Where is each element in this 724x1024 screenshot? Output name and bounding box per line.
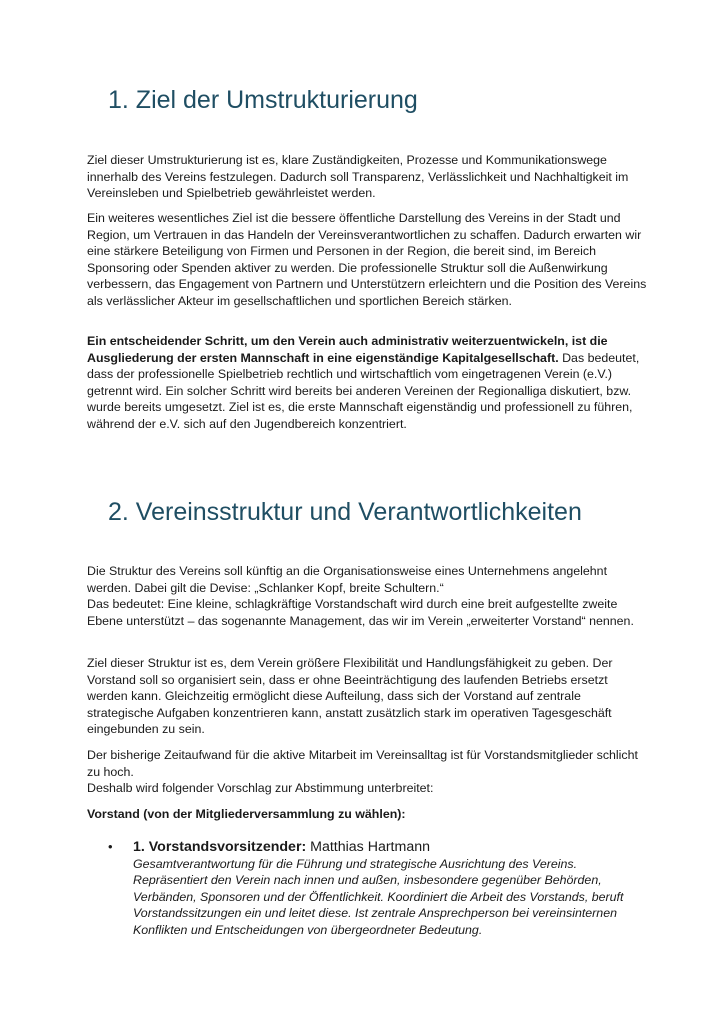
section-2-paragraph-2: Ziel dieser Struktur ist es, dem Verein größere Flexibilität und Handlungsfähigkeit zu geben. Der Vorstand soll so organisiert sein, dass er ohne Beeinträchtigung des laufenden Betriebs ersetzt werden kann. Gleichzeitig ermöglicht diese Aufteilung, dass sich der Vorstand auf zentrale strategische Aufgaben konzentrieren kann, anstatt zusätzlich stark im operativen Tagesgeschäft eingebunden zu sein. xyxy=(87,656,613,737)
board-list-item-body xyxy=(133,839,653,938)
board-label: Vorstand (von der Mitgliederversammlung zu wählen): xyxy=(87,807,406,821)
section-2-paragraph-3-line-2: Deshalb wird folgender Vorschlag zur Abstimmung unterbreitet: xyxy=(87,781,434,796)
board-member-header xyxy=(133,839,653,856)
section-1-paragraph-3-emphasis: Ein entscheidender Schritt, um den Verein auch administrativ weiterzuentwickeln, ist die Ausgliederung der ersten Mannschaft in eine eigenständige Kapitalgesellschaft. xyxy=(87,334,608,365)
section-1-paragraph-2: Ein weiteres wesentliches Ziel ist die bessere öffentliche Darstellung des Vereins in der Stadt und Region, um Vertrauen in das Handeln der Vereinsverantwortlichen zu schaffen. Dadurch erwarten wir eine stärkere Beteiligung von Firmen und Personen in der Region, die bereit sind, im Bereich Sponsoring oder Spenden aktiver zu werden. Die professionelle Struktur soll die Außenwirkung verbessern, das Engagement von Partnern und Unterstützern erleichtern und die Position des Vereins als verlässlicher Akteur im gesellschaftlichen und sportlichen Bereich stärken. xyxy=(87,211,647,308)
section-2-paragraph-1-line-1: Die Struktur des Vereins soll künftig an die Organisationsweise eines Unternehmens angelehnt werden. Dabei gilt die Devise: „Schlanker Kopf, breite Schultern.“ xyxy=(87,564,608,595)
section-2-paragraph-3-line-1: Der bisherige Zeitaufwand für die aktive Mitarbeit im Vereinsalltag ist für Vorstandsmitglieder schlicht zu hoch. xyxy=(87,748,638,779)
section-1-paragraph-3 xyxy=(87,333,647,433)
section-1-paragraph-3-text: Das bedeutet, dass der professionelle Spielbetrieb rechtlich und wirtschaftlich vom eingetragenen Verein (e.V.) getrennt wird. Ein solcher Schritt wird bereits bei anderen Vereinen der Regionalliga diskutiert, bzw. wurde bereits umgesetzt. Ziel ist es, die erste Mannschaft eigenständig und professionell zu führen, während der e.V. sich auf den Jugendbereich konzentriert. xyxy=(87,350,640,431)
board-role-description: Gesamtverantwortung für die Führung und strategische Ausrichtung des Vereins. Repräsentiert den Verein nach innen und außen, insbesondere gegenüber Behörden, Verbänden, Sponsoren und der Öffentlichkeit. Koordiniert die Arbeit des Vorstands, beruft Vorstandssitzungen ein und leitet diese. Ist zentrale Ansprechperson bei vereinsinternen Konflikten und Entscheidungen von übergeordneter Bedeutung. xyxy=(133,857,624,937)
board-member-name: Matthias Hartmann xyxy=(310,839,430,855)
section-2-paragraph-1 xyxy=(87,563,647,629)
bullet-icon: • xyxy=(108,839,113,854)
section-1-paragraph-1: Ziel dieser Umstrukturierung ist es, klare Zuständigkeiten, Prozesse und Kommunikationswege innerhalb des Vereins festzulegen. Dadurch soll Transparenz, Verlässlichkeit und Nachhaltigkeit im Vereinsleben und Spielbetrieb gewährleistet werden. xyxy=(87,153,629,201)
board-role: 1. Vorstandsvorsitzender: xyxy=(133,839,307,855)
section-2-heading: 2. Vereinsstruktur und Verantwortlichkeiten xyxy=(108,498,582,526)
section-1-heading: 1. Ziel der Umstrukturierung xyxy=(108,86,418,114)
section-2-paragraph-1-line-2: Das bedeutet: Eine kleine, schlagkräftige Vorstandschaft wird durch eine breit aufgestellte zweite Ebene unterstützt – das sogenannte Management, das wir im Verein „erweiterter Vorstand“ nennen. xyxy=(87,597,634,628)
section-2-paragraph-3 xyxy=(87,747,647,797)
